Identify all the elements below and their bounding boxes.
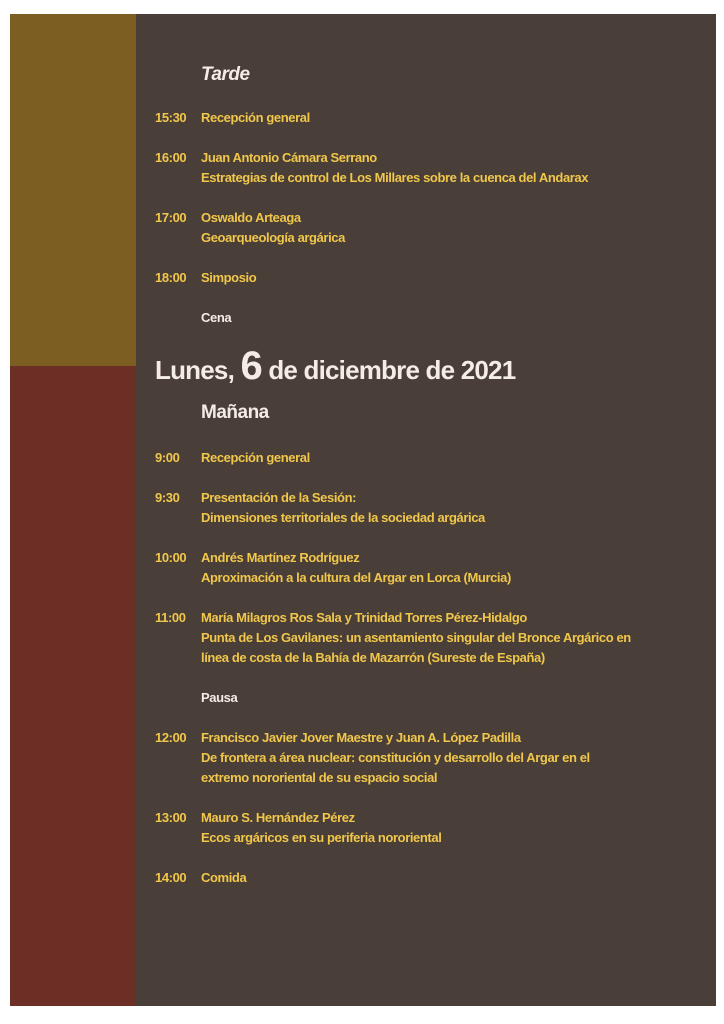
item-line: Dimensiones territoriales de la sociedad argárica (201, 510, 485, 525)
item-time: 13:00 (155, 810, 187, 825)
item-line: Geoarqueología argárica (201, 230, 345, 245)
item-line: Recepción general (201, 450, 310, 465)
item-line: Mauro S. Hernández Pérez (201, 810, 355, 825)
day-title-prefix: Lunes, (155, 355, 234, 385)
item-text (201, 108, 701, 128)
item-line: Estrategias de control de Los Millares sobre la cuenca del Andarax (201, 170, 589, 185)
item-text (201, 608, 701, 668)
item-text (201, 488, 701, 528)
break-label-pausa: Pausa (201, 690, 238, 705)
item-text (201, 808, 701, 848)
item-time: 15:30 (155, 110, 187, 125)
item-text (201, 868, 701, 888)
item-time: 11:00 (155, 610, 186, 625)
item-line: extremo nororiental de su espacio social (201, 770, 438, 785)
item-time: 9:30 (155, 490, 180, 505)
item-line: Oswaldo Arteaga (201, 210, 301, 225)
item-text (201, 548, 701, 588)
item-time: 14:00 (155, 870, 187, 885)
item-line: Recepción general (201, 110, 310, 125)
item-line: Simposio (201, 270, 257, 285)
item-line: Francisco Javier Jover Maestre y Juan A. López Padilla (201, 730, 521, 745)
decorative-band-red (10, 366, 136, 1006)
item-line: Ecos argáricos en su periferia nororiental (201, 830, 442, 845)
item-text (201, 148, 701, 188)
item-time: 17:00 (155, 210, 187, 225)
item-text (201, 268, 701, 288)
break-label-cena: Cena (201, 310, 232, 325)
day-title-number: 6 (240, 344, 262, 388)
item-time: 9:00 (155, 450, 180, 465)
item-text (201, 728, 701, 788)
session-heading-manana: Mañana (201, 402, 269, 423)
program-content (155, 14, 715, 1006)
item-text (201, 208, 701, 248)
session-heading-tarde: Tarde (201, 64, 250, 85)
item-text (201, 448, 701, 468)
item-time: 16:00 (155, 150, 187, 165)
program-page (10, 14, 716, 1006)
item-line: Andrés Martínez Rodríguez (201, 550, 360, 565)
item-line: línea de costa de la Bahía de Mazarrón (Sureste de España) (201, 650, 545, 665)
item-line: Aproximación a la cultura del Argar en Lorca (Murcia) (201, 570, 511, 585)
day-title-suffix: de diciembre de 2021 (268, 355, 516, 385)
item-line: Juan Antonio Cámara Serrano (201, 150, 377, 165)
item-line: De frontera a área nuclear: constitución y desarrollo del Argar en el (201, 750, 590, 765)
day-title (155, 344, 515, 389)
item-time: 10:00 (155, 550, 187, 565)
item-line: Punta de Los Gavilanes: un asentamiento singular del Bronce Argárico en (201, 630, 631, 645)
item-line: Comida (201, 870, 247, 885)
item-time: 12:00 (155, 730, 187, 745)
item-line: María Milagros Ros Sala y Trinidad Torres Pérez-Hidalgo (201, 610, 527, 625)
item-time: 18:00 (155, 270, 187, 285)
item-line: Presentación de la Sesión: (201, 490, 357, 505)
decorative-band-ochre (10, 14, 136, 366)
